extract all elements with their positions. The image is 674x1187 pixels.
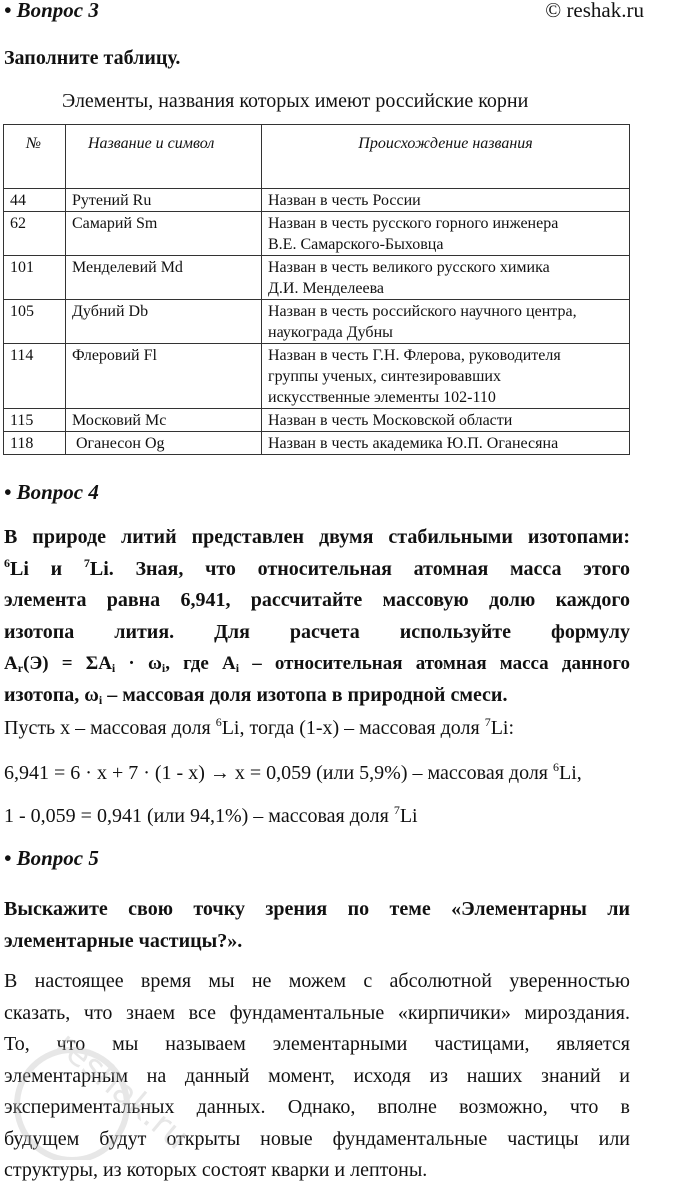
element-name-symbol: Самарий Sm (66, 212, 262, 256)
task-4-line: изотопа, $\omega_i$ – массовая доля изотопа в природной смеси. (4, 683, 508, 707)
origin-line: Назван в честь России (268, 192, 421, 209)
origin-line: Назван в честь Московской области (268, 412, 513, 429)
svg-text:reshak.ru: reshak.ru (47, 1024, 197, 1158)
element-name-origin (262, 256, 630, 300)
element-number: 62 (4, 212, 66, 256)
task-4-formula-line: $A_r(Э) = \Sigma A_i \cdot \omega_i$, где $A_i$ – относительная атомная масса данного (4, 653, 630, 675)
element-name-origin (262, 344, 630, 409)
origin-line: Назван в честь академика Ю.П. Оганесяна (268, 435, 559, 452)
task-5-text (4, 894, 630, 957)
question-5-heading: • Вопрос 5 (4, 846, 99, 870)
task-4-line: $^6$Li и $^7$Li. Зная, что относительная атомная масса этого (4, 555, 630, 580)
element-number: 44 (4, 189, 66, 212)
origin-line: Назван в честь великого русского химика (268, 259, 550, 276)
column-header-name: Название и символ (66, 125, 262, 189)
question-4-heading: • Вопрос 4 (4, 480, 99, 504)
element-number: 101 (4, 256, 66, 300)
reshak-watermark-logo (2, 1010, 202, 1160)
table-caption: Элементы, названия которых имеют российские корни (62, 90, 529, 112)
column-header-number: № (4, 125, 66, 189)
task-4-text (4, 522, 630, 711)
answer-5-line: То, что мы называем элементарными частицами, является (4, 1033, 630, 1055)
element-number: 105 (4, 300, 66, 344)
element-name-symbol: Оганесон Og (66, 432, 262, 455)
origin-line: Д.И. Менделеева (268, 280, 385, 297)
origin-line: Назван в честь российского научного центра, (268, 303, 577, 320)
answer-5-line: элементарным на данный момент, исходя из наших знаний и (4, 1064, 630, 1087)
task-4-line: элемента равна 6,941, рассчитайте массовую долю каждого (4, 589, 630, 611)
element-name-origin (262, 189, 630, 212)
origin-line: группы ученых, синтезировавших (268, 368, 501, 385)
table-row (4, 189, 630, 212)
element-name-symbol: Менделевий Md (66, 256, 262, 300)
answer-5-line: В настоящее время мы не можем с абсолютной уверенностью (4, 970, 630, 992)
table-header-row (4, 125, 630, 189)
element-number: 114 (4, 344, 66, 409)
answer-5-line: экспериментальных данных. Однако, вполне возможно, что в (4, 1096, 630, 1118)
element-name-symbol: Дубний Db (66, 300, 262, 344)
solution-line-1: Пусть x – массовая доля $^6$Li, тогда (1-x) – массовая доля $^7$Li: (4, 715, 515, 739)
solution-line-3: 1 - 0,059 = 0,941 (или 94,1%) – массовая доля $^7$Li (4, 803, 418, 827)
origin-line: Назван в честь русского горного инженера (268, 215, 559, 232)
task-5-line: Выскажите свою точку зрения по теме «Элементарны ли (4, 898, 630, 920)
element-number: 115 (4, 409, 66, 432)
origin-line: Назван в честь Г.Н. Флерова, руководителя (268, 347, 561, 364)
column-header-origin: Происхождение названия (262, 125, 630, 189)
table-row (4, 300, 630, 344)
task-3-title: Заполните таблицу. (4, 47, 181, 69)
answer-5-line: будущем будут открыты новые фундаментальные частицы или (4, 1127, 630, 1150)
table-row (4, 256, 630, 300)
table-row (4, 344, 630, 409)
element-name-symbol: Рутений Ru (66, 189, 262, 212)
task-4-line: изотопа лития. Для расчета используйте формулу (4, 620, 630, 643)
table-row (4, 432, 630, 455)
answer-5-line: сказать, что знаем все фундаментальные «кирпичики» мироздания. (4, 1001, 630, 1024)
site-watermark-text: © reshak.ru (545, 0, 644, 22)
solution-line-2: 6,941 = 6 · x + 7 · (1 - x) → x = 0,059 (или 5,9%) – массовая доля $^6$Li, (4, 760, 582, 784)
element-name-origin (262, 432, 630, 455)
elements-table (3, 124, 630, 455)
origin-line: В.Е. Самарского-Быховца (268, 236, 444, 253)
answer-5-line: структуры, из которых состоят кварки и лептоны. (4, 1159, 428, 1181)
question-3-heading: • Вопрос 3 (4, 0, 99, 22)
element-name-symbol: Московий Mc (66, 409, 262, 432)
element-number: 118 (4, 432, 66, 455)
task-5-line: элементарные частицы?». (4, 929, 243, 952)
origin-line: наукограда Дубны (268, 324, 393, 341)
origin-line: искусственные элементы 102-110 (268, 389, 496, 406)
task-4-line: В природе литий представлен двумя стабильными изотопами: (4, 526, 630, 548)
table-row (4, 409, 630, 432)
table-row (4, 212, 630, 256)
element-name-origin (262, 300, 630, 344)
element-name-origin (262, 212, 630, 256)
element-name-symbol: Флеровий Fl (66, 344, 262, 409)
element-name-origin (262, 409, 630, 432)
